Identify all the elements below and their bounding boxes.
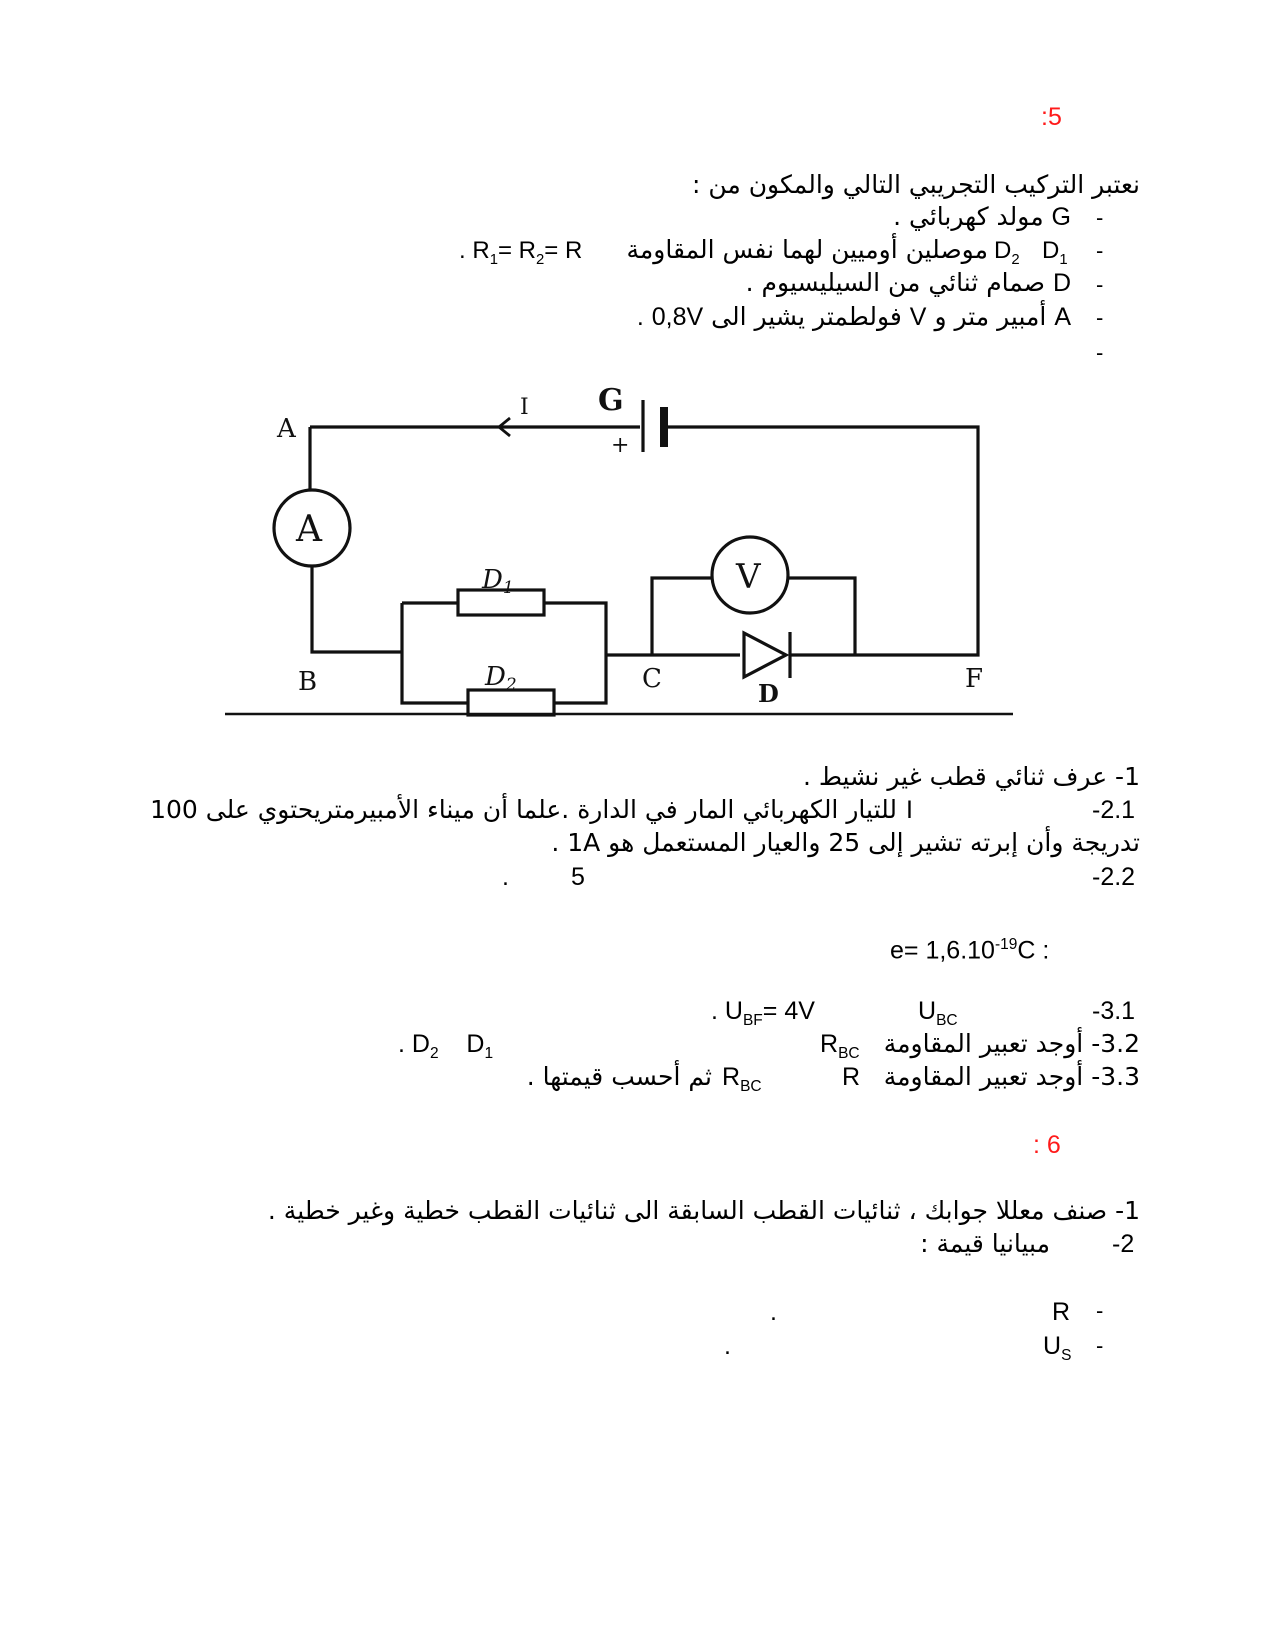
- wire-right: [665, 427, 978, 655]
- question-3-3-tail: ثم أحسب قيمتها .: [526, 1062, 712, 1091]
- list-dash: -: [1096, 305, 1104, 330]
- exercise-6-item-r: R: [1052, 1298, 1071, 1326]
- question-3-3-rbc: $R_{BC}$: [722, 1063, 762, 1095]
- node-a-label: A: [277, 414, 296, 444]
- ammeter-symbol: A: [1054, 303, 1071, 331]
- question-2-1-number: -2.1: [1092, 796, 1136, 824]
- exercise-5-number: :5: [1041, 103, 1062, 131]
- list-item-generator: [893, 202, 1071, 232]
- d1-symbol: $D_1$: [1042, 237, 1068, 268]
- question-2-2-value: 5: [571, 863, 585, 891]
- list-dash-empty: -: [1096, 340, 1104, 365]
- question-3-1-number: -3.1: [1092, 997, 1136, 1025]
- list-item-meters: A أمبير متر و V فولطمتر يشير الى 0,8V .: [636, 302, 1071, 331]
- wire-voltmeter-left: [652, 578, 712, 655]
- question-3-1-ubc: $U_{BC}$: [918, 997, 958, 1029]
- question-2-1-text: للتيار الكهربائي المار في الدارة .علما أن ميناء الأمبيرمتريحتوي على 100: [150, 795, 897, 824]
- generator-text: مولد كهربائي .: [893, 202, 1044, 231]
- diode-triangle: [744, 633, 786, 677]
- voltmeter-symbol: V: [909, 303, 927, 331]
- node-f-label: F: [965, 664, 984, 694]
- wire-left-bottom: [312, 566, 402, 652]
- resistance-equation: . $R_1= R_2= R$: [459, 237, 583, 268]
- exercise-6-question-2-number: -2: [1112, 1230, 1135, 1258]
- exercise-5-intro: نعتبر التركيب التجريبي التالي والمكون من :: [691, 170, 1140, 199]
- exercise-6-item-us: $U_S$: [1043, 1332, 1072, 1364]
- question-3-2-text: 3.2- أوجد تعبير المقاومة: [883, 1029, 1140, 1058]
- list-dash: -: [1096, 238, 1104, 263]
- generator-label: G: [598, 383, 624, 418]
- diode-symbol: D: [1052, 269, 1071, 297]
- list-dash: -: [1096, 1333, 1104, 1358]
- node-b-label: B: [298, 667, 318, 697]
- wire-parallel-left: [402, 603, 468, 703]
- question-3-3-r: R: [842, 1063, 861, 1091]
- question-2-1-line2: تدريجة وأن إبرته تشير إلى 25 والعيار المستعمل هو 1A .: [551, 828, 1140, 857]
- generator-symbol: G: [1051, 203, 1071, 231]
- exercise-6-item-r-dot: .: [770, 1298, 777, 1326]
- voltmeter-label: V: [736, 557, 761, 597]
- question-3-3-text: 3.3- أوجد تعبير المقاومة: [883, 1062, 1140, 1091]
- current-label: I: [520, 395, 529, 420]
- diode-text: صمام ثنائي من السيليسيوم .: [745, 268, 1045, 297]
- plus-terminal: +: [611, 433, 630, 458]
- question-1: 1- عرف ثنائي قطب غير نشيط .: [802, 762, 1140, 791]
- exercise-6-item-us-dot: .: [724, 1332, 731, 1360]
- exercise-6-question-1: 1- صنف معللا جوابك ، ثنائيات القطب السابقة الى ثنائيات القطب خطية وغير خطية .: [267, 1196, 1140, 1225]
- voltmeter-text: فولطمتر يشير الى: [711, 302, 902, 331]
- d1-label: D1: [482, 565, 514, 598]
- wire-voltmeter-right: [788, 578, 855, 655]
- question-3-2-d-symbols: . $D_2$ $D_1$: [398, 1030, 494, 1062]
- list-dash: -: [1096, 205, 1104, 230]
- d2-symbol: $D_2$: [994, 237, 1020, 268]
- question-2-2-number: -2.2: [1092, 863, 1136, 891]
- question-2-1-current: I: [906, 796, 913, 824]
- question-3-1-ubf: . $U_{BF}= 4V$: [711, 997, 815, 1029]
- exercise-6-question-2-text: مبيانيا قيمة :: [920, 1229, 1050, 1258]
- voltmeter-value: 0,8V: [651, 303, 704, 331]
- list-item-diode: [746, 268, 1071, 298]
- list-dash: -: [1096, 1298, 1104, 1323]
- diode-label: D: [758, 679, 779, 708]
- d2-label: D2: [485, 662, 517, 695]
- wire-parallel-right: [544, 603, 606, 703]
- ammeter-label: A: [296, 509, 322, 550]
- circuit-diagram: [220, 360, 1020, 725]
- question-3-2-rbc: $R_{BC}$: [820, 1030, 860, 1062]
- question-2-2-end: .: [502, 863, 509, 891]
- ammeter-text: أمبير متر و: [934, 302, 1047, 331]
- resistors-text: موصلين أوميين لهما نفس المقاومة: [626, 235, 988, 264]
- list-dash: -: [1096, 272, 1104, 297]
- exercise-6-number: : 6: [1033, 1131, 1061, 1159]
- elementary-charge: $e= 1,6.10^{-19}C$ :: [890, 936, 1050, 965]
- node-c-label: C: [642, 664, 662, 694]
